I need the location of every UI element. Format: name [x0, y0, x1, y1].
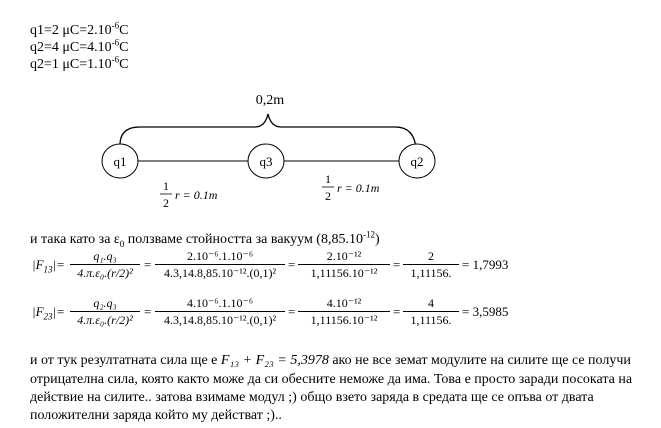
f23-frac-2: $\frac{\text{4.10⁻⁶.1.10⁻⁶}}{\text{4.3,14.8,85.10⁻¹².(0,1)²}}$: [155, 297, 285, 326]
sum-formula: F₁₃ + F₂₃ = 5,3978: [220, 353, 329, 368]
charge-line-2: q2=4 $\mu C=4.10^{-6}C$: [30, 37, 129, 55]
charge-line-1: q1=2 $\mu C=2.10^{-6}C$: [30, 20, 129, 38]
f23-frac-3: $\frac{\text{4.10⁻¹²}}{\text{1,11156.10⁻¹²}}$: [298, 297, 390, 326]
half-left-num: 1: [163, 179, 169, 193]
distance-label: 0,2m: [255, 93, 285, 108]
node-label-q3: q3: [259, 154, 273, 169]
half-right-den: 2: [325, 189, 331, 203]
f13-frac-1: $\frac{\text{q₁.q₃}}{\text{4.π.ε₀.(r/2)²}}$: [70, 250, 140, 279]
intro-line: и така като за $\varepsilon_0$ ползваме стойността за вакуум $(8,85.10^{-12})$: [30, 229, 380, 249]
f23-lhs: $|F_{23}|=$: [32, 304, 65, 322]
conclusion-line-1: и от тук резултатната сила ще е F₁₃ + F₂₃ = 5,3978 ако не все земат модулите на силите ще се получи: [30, 353, 631, 368]
half-left-value: r = 0.1m: [175, 188, 218, 202]
f13-frac-2: $\frac{\text{2.10⁻⁶.1.10⁻⁶}}{\text{4.3,14.8,85.10⁻¹².(0,1)²}}$: [155, 250, 285, 279]
f13-frac-4: $\frac{2}{1,11156.}$: [403, 250, 459, 279]
conclusion-line-4: положителни заряда който му действат ;)..: [30, 408, 282, 423]
f13-lhs: $|F_{13}|=$: [32, 257, 65, 275]
f13-frac-3: $\frac{\text{2.10⁻¹²}}{\text{1,11156.10⁻¹²}}$: [298, 250, 390, 279]
f23-frac-4: $\frac{4}{1,11156.}$: [403, 297, 459, 326]
f23-frac-1: $\frac{\text{q₂.q₃}}{\text{4.π.ε₀.(r/2)²}}$: [70, 297, 140, 326]
conclusion-line-3: действие на силите.. затова взимаме модул ;) общо взето заряда в средата ще се опъва от двата: [30, 390, 594, 405]
half-left-den: 2: [163, 196, 169, 210]
node-label-q2: q2: [410, 154, 424, 169]
node-label-q1: q1: [113, 154, 127, 169]
conclusion-line-2: отрицателна сила, която както може да си обесните неможе да има. Това е просто заради посоката на: [30, 372, 633, 387]
f23-result: = 3,5985: [462, 304, 509, 319]
f13-result: = 1,7993: [462, 257, 509, 272]
charge-line-3: q2=1 $\mu C=1.10^{-6}C$: [30, 54, 129, 72]
half-right-value: r = 0.1m: [337, 181, 380, 195]
half-right-num: 1: [325, 172, 331, 186]
